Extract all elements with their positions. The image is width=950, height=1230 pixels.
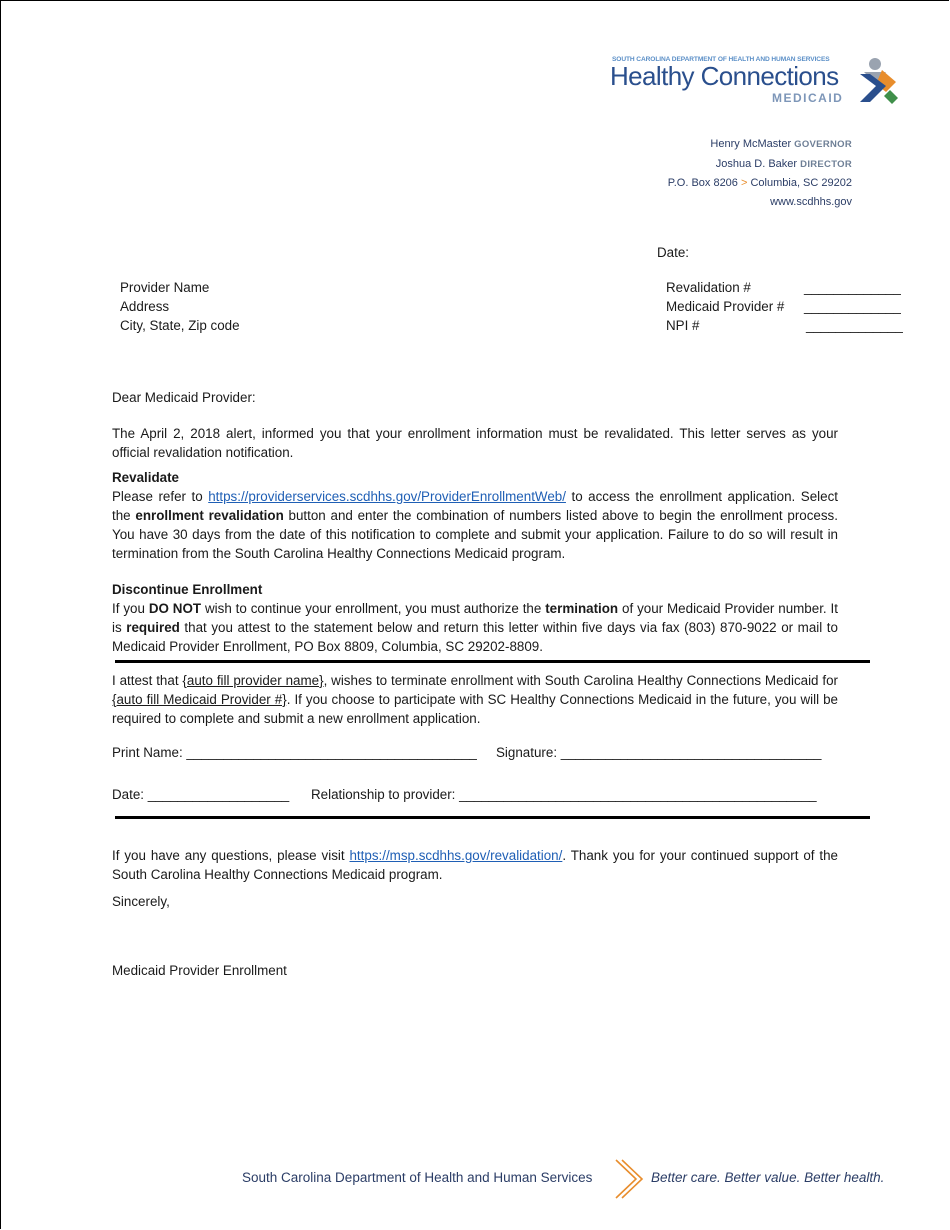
discontinue-bold-1: DO NOT (148, 601, 202, 616)
discontinue-paragraph (112, 599, 838, 656)
city: Columbia, SC 29202 (750, 177, 852, 189)
revalidate-text-1: Please refer to (112, 489, 209, 504)
attest-text-3: . If you choose to participate with SC Healthy Connections Medicaid in the future, you will be required to complete and submit a new enrollment application. (112, 692, 838, 726)
recipient-name: Provider Name (120, 280, 210, 295)
signature-line[interactable]: Signature: ___________________________________ (496, 745, 822, 760)
closing-section (112, 846, 838, 884)
officials-block (668, 135, 852, 211)
date-label: Date: (657, 245, 690, 260)
people-logo-icon (856, 58, 900, 108)
revalidation-label: Revalidation # (666, 280, 751, 295)
sincerely: Sincerely, (112, 894, 170, 909)
provider-name-field: {auto fill provider name} (182, 673, 324, 688)
attest-paragraph (112, 671, 838, 728)
discontinue-bold-3: required (126, 620, 180, 635)
discontinue-text-3: of your Medicaid Provider number. It is (112, 601, 838, 635)
director-title: DIRECTOR (800, 158, 852, 170)
provider-number-blank: _____________ (804, 299, 901, 314)
discontinue-text-2: wish to continue your enrollment, you must authorize the (201, 601, 546, 616)
closing-signature: Medicaid Provider Enrollment (112, 963, 287, 978)
npi-label: NPI # (666, 318, 700, 333)
discontinue-section (112, 580, 838, 656)
website[interactable]: www.scdhhs.gov (770, 195, 852, 208)
revalidate-text-2: to access the enrollment application. Select the (112, 489, 838, 523)
provider-number-field: {auto fill Medicaid Provider #} (112, 692, 287, 707)
governor-title: GOVERNOR (794, 139, 852, 150)
po-box: P.O. Box 8206 (667, 177, 738, 189)
discontinue-text-1: If you (112, 601, 149, 616)
print-name-line[interactable]: Print Name: _______________________________________ (112, 745, 477, 760)
discontinue-text-4: that you attest to the statement below and return this letter within five days via fax (803) 870-9022 or mail to Medicaid Provider Enrollment, PO Box 8809, Columbia, SC 29202-8809. (112, 620, 838, 654)
date-line[interactable]: Date: ___________________ (112, 787, 290, 802)
salutation: Dear Medicaid Provider: (112, 390, 256, 405)
footer-tagline: Better care. Better value. Better health. (651, 1170, 885, 1185)
attest-text-2: , wishes to terminate enrollment with South Carolina Healthy Connections Medicaid for (323, 673, 839, 688)
logo-medicaid-text: MEDICAID (772, 91, 844, 105)
logo-department-text: SOUTH CAROLINA DEPARTMENT OF HEALTH AND HUMAN SERVICES (612, 56, 830, 63)
recipient-address: Address (120, 299, 170, 314)
closing-text-1: If you have any questions, please visit (112, 848, 350, 863)
revalidate-paragraph (112, 487, 838, 563)
provider-number-label: Medicaid Provider # (666, 299, 785, 314)
revalidate-section (112, 468, 838, 563)
revalidate-text-3: button and enter the combination of numbers listed above to begin the enrollment process. You have 30 days from the date of this notification to complete and submit your application. Failure to do so will result in termination from the South Carolina Healthy Connections Medicaid program. (112, 508, 838, 561)
closing-paragraph (112, 846, 838, 884)
director-name: Joshua D. Baker (715, 157, 798, 170)
relationship-line[interactable]: Relationship to provider: ________________________________________________ (311, 787, 817, 802)
closing-text-2: . Thank you for your continued support of the South Carolina Healthy Connections Medicaid program. (112, 848, 838, 882)
healthy-connections-logo (612, 56, 902, 106)
divider-bottom (115, 816, 870, 819)
intro-paragraph (112, 424, 838, 462)
divider-top (115, 660, 870, 663)
recipient-city-state-zip: City, State, Zip code (120, 318, 240, 333)
logo-brand-text: Healthy Connections (610, 61, 839, 91)
governor-name: Henry McMaster (710, 138, 792, 150)
chevron-right-icon (612, 1158, 644, 1200)
npi-blank: _____________ (806, 318, 903, 333)
discontinue-heading: Discontinue Enrollment (112, 582, 263, 597)
attest-section (112, 671, 838, 728)
attest-text-1: I attest that (112, 673, 183, 688)
footer-department: South Carolina Department of Health and Human Services (242, 1170, 593, 1185)
provider-enrollment-link[interactable]: https://providerservices.scdhhs.gov/ProviderEnrollmentWeb/ (208, 489, 566, 504)
revalidate-bold: enrollment revalidation (135, 508, 284, 523)
revalidation-link[interactable]: https://msp.scdhhs.gov/revalidation/ (349, 848, 563, 863)
discontinue-bold-2: termination (545, 601, 619, 616)
revalidate-heading: Revalidate (112, 470, 179, 485)
chevron-right-icon: > (740, 177, 748, 189)
intro-text: The April 2, 2018 alert, informed you that your enrollment information must be revalidated. This letter serves as your official revalidation notification. (112, 426, 838, 460)
revalidation-blank: _____________ (804, 280, 901, 295)
